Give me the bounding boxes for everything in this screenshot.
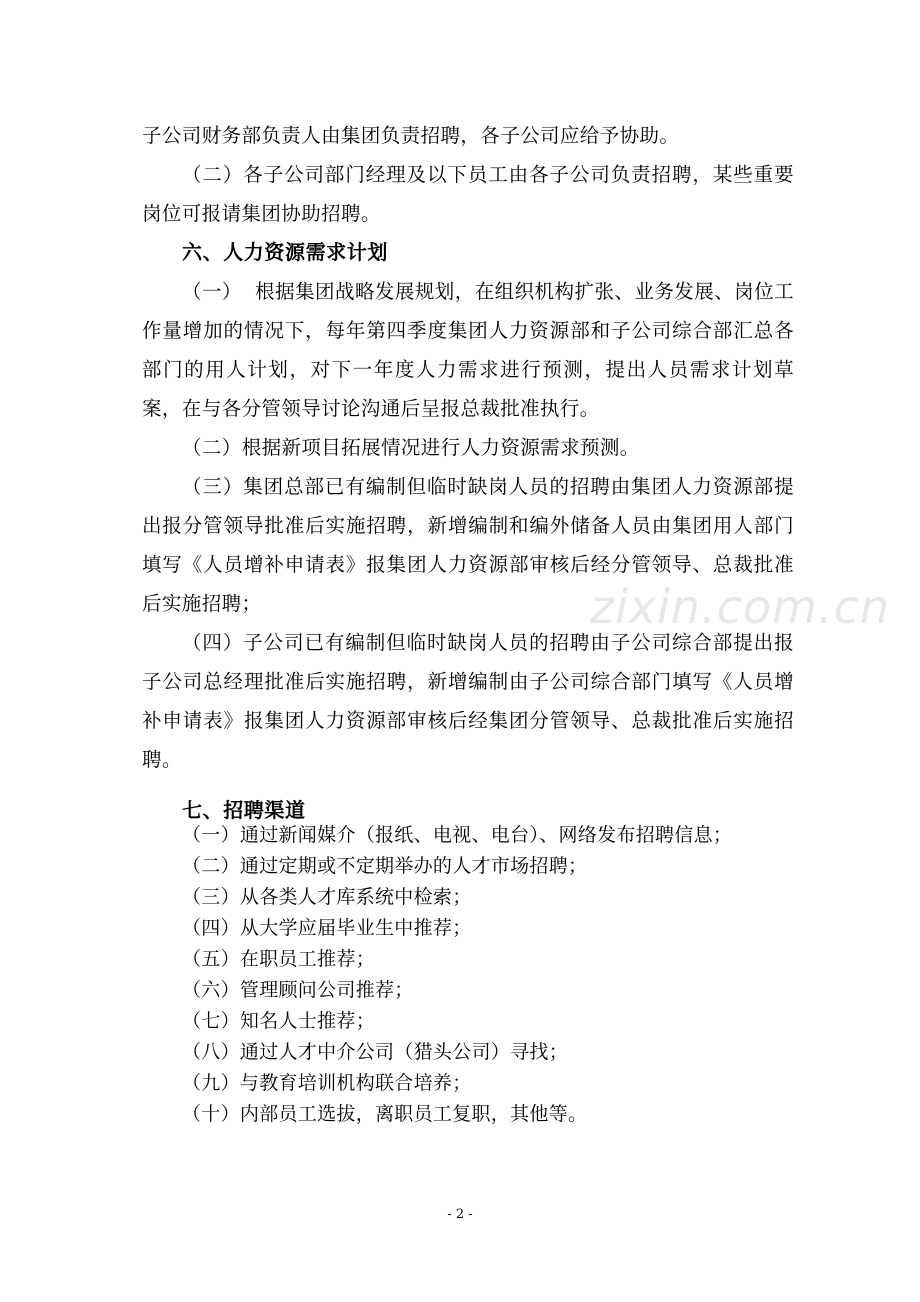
list-item: （四）从大学应届毕业生中推荐； xyxy=(182,917,472,939)
list-item: （七）知名人士推荐； xyxy=(182,1010,376,1032)
paragraph-subsidiary-vacancy: （四）子公司已有编制但临时缺岗人员的招聘由子公司综合部提出报子公司总经理批准后实施招聘，新增编制由子公司综合部门填写《人员增补申请表》报集团人力资源部审核后经集团分管领导、总裁批准后实施招聘。 xyxy=(142,631,794,771)
section-heading-channels: 七、招聘渠道 xyxy=(182,798,306,822)
watermark: zixin.com.cn xyxy=(590,580,891,634)
list-item: （九）与教育培训机构联合培养； xyxy=(182,1072,472,1094)
paragraph-new-project-demand: （二）根据新项目拓展情况进行人力资源需求预测。 xyxy=(182,436,640,459)
list-item: （一）通过新闻媒介（报纸、电视、电台）、网络发布招聘信息； xyxy=(182,824,733,846)
paragraph-hq-vacancy: （三）集团总部已有编制但临时缺岗人员的招聘由集团人力资源部提出报分管领导批准后实施招聘，新增编制和编外储备人员由集团用人部门填写《人员增补申请表》报集团人力资源部审核后经分管领导、总裁批准后实施招聘； xyxy=(142,475,794,615)
recruitment-channel-list xyxy=(182,820,732,1130)
paragraph-subsidiary-finance: 子公司财务部负责人由集团负责招聘，各子公司应给予协助。 xyxy=(142,124,680,147)
list-item: （八）通过人才中介公司（猎头公司）寻找； xyxy=(182,1041,569,1063)
page-number: - 2 - xyxy=(447,1207,473,1222)
paragraph-subsidiary-recruitment: （二）各子公司部门经理及以下员工由各子公司负责招聘，某些重要岗位可报请集团协助招聘。 xyxy=(142,163,794,225)
paragraph-demand-plan: （一） 根据集团战略发展规划，在组织机构扩张、业务发展、岗位工作量增加的情况下，每年第四季度集团人力资源部和子公司综合部汇总各部门的用人计划，对下一年度人力需求进行预测，提出人员需求计划草案，在与各分管领导讨论沟通后呈报总裁批准执行。 xyxy=(142,280,794,420)
section-heading-hr-demand: 六、人力资源需求计划 xyxy=(182,240,388,264)
list-item: （二）通过定期或不定期举办的人才市场招聘； xyxy=(182,855,588,877)
list-item: （六）管理顾问公司推荐； xyxy=(182,979,414,1001)
list-item: （十）内部员工选拔，离职员工复职，其他等。 xyxy=(182,1103,588,1125)
list-item: （三）从各类人才库系统中检索； xyxy=(182,886,472,908)
list-item: （五）在职员工推荐； xyxy=(182,948,376,970)
